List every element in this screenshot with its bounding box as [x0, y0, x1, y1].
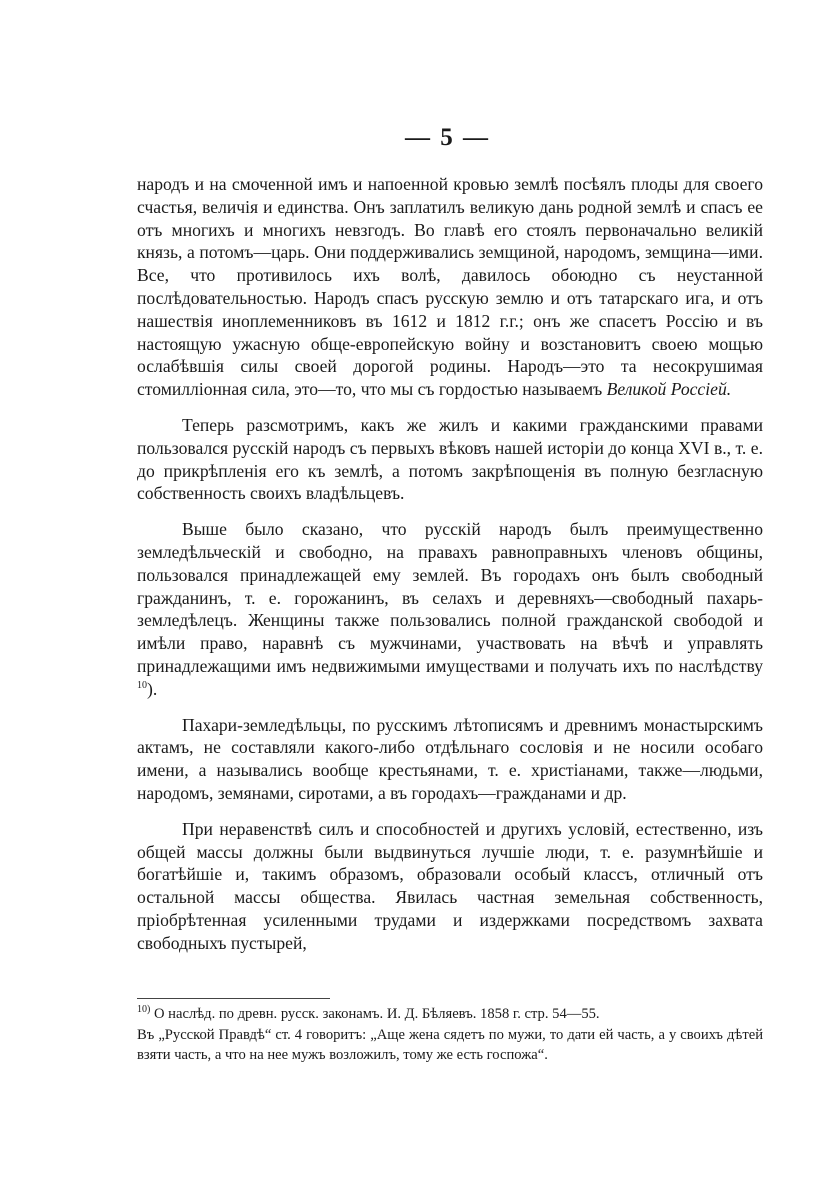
page-number: — 5 —: [405, 124, 490, 151]
footnotes: [137, 1004, 763, 1066]
paragraph-5: При неравенствѣ силъ и способностей и другихъ условій, естественно, изъ общей массы должны были выдвинуться лучшіе люди, т. е. разумнѣйшіе и богатѣйшіе и, такимъ образомъ, образовали особый классъ, отличный отъ остальной массы общества. Явилась частная земельная собственность, пріобрѣтенная усиленными трудами и издержками посредствомъ захвата свободныхъ пустырей,: [137, 818, 763, 953]
footnote-line-1: О наслѣд. по древн. русск. законамъ. И. Д. Бѣляевъ. 1858 г. стр. 54—55.: [150, 1006, 600, 1022]
footnote-line-2: Въ „Русской Правдѣ“ ст. 4 говоритъ: „Аще жена сядетъ по мужи, то дати ей часть, а у своихъ дѣтей взяти часть, а что на нее мужъ возложилъ, тому же есть госпожа“.: [137, 1026, 763, 1063]
paragraph-3-tail: ).: [147, 678, 158, 699]
paragraph-3: [137, 518, 763, 700]
paragraph-1-emphasis: Великой Россіей.: [606, 379, 732, 400]
paragraph-2: Теперь разсмотримъ, какъ же жилъ и какими гражданскими правами пользовался русскій народъ съ первыхъ вѣковъ нашей исторіи до конца XVI в., т. е. до прикрѣпленія его къ землѣ, а потомъ закрѣпощенія въ полную безгласную собственность своихъ владѣльцевъ.: [137, 414, 763, 504]
paragraph-1-text: народъ и на смоченной имъ и напоенной кровью землѣ посѣялъ плоды для своего счастья, величія и единства. Онъ заплатилъ великую дань родной землѣ и спасъ ее отъ многихъ и многихъ невзгодъ. Во главѣ его стоялъ первоначально великій князь, а потомъ—царь. Они поддерживались земщиной, народомъ, земщина—ими. Все, что противилось ихъ волѣ, давилось обоюдно съ неустанной послѣдовательностью. Народъ спасъ русскую землю и отъ татарскаго ига, и отъ нашествія иноплеменниковъ въ 1612 и 1812 г.г.; онъ же спасетъ Россію и въ настоящую ужасную обще-европейскую войну и возстановитъ своею мощью ослабѣвшія силы своей дорогой родины. Народъ—это та несокрушимая стомилліонная сила, это—то, что мы съ гордостью называемъ: [137, 174, 763, 400]
paragraph-1: [137, 173, 763, 401]
paragraph-3-text: Выше было сказано, что русскій народъ былъ преимущественно земледѣльческій и свободно, на правахъ равноправныхъ членовъ общины, пользовался принадлежащей ему землей. Въ городахъ онъ былъ свободный гражданинъ, т. е. горожанинъ, въ селахъ и деревняхъ—свободный пахарь-земледѣлецъ. Женщины также пользовались полной гражданской свободой и имѣли право, наравнѣ съ мужчинами, участвовать на вѣчѣ и управлять принадлежащими имъ недвижимыми имуществами и получать ихъ по наслѣдству: [137, 519, 763, 676]
footnote-divider: [137, 998, 330, 999]
footnote-marker: 10): [137, 1004, 151, 1016]
body-text: [137, 173, 763, 968]
paragraph-4: Пахари-земледѣльцы, по русскимъ лѣтописямъ и древнимъ монастырскимъ актамъ, не составляли какого-либо отдѣльнаго сословія и не носили особаго имени, а назывались вообще крестьянами, т. е. христіанами, также—людьми, народомъ, земянами, сиротами, а въ городахъ—гражданами и др.: [137, 714, 763, 803]
footnote-reference: 10: [137, 679, 147, 691]
footnote-10: [137, 1004, 763, 1025]
